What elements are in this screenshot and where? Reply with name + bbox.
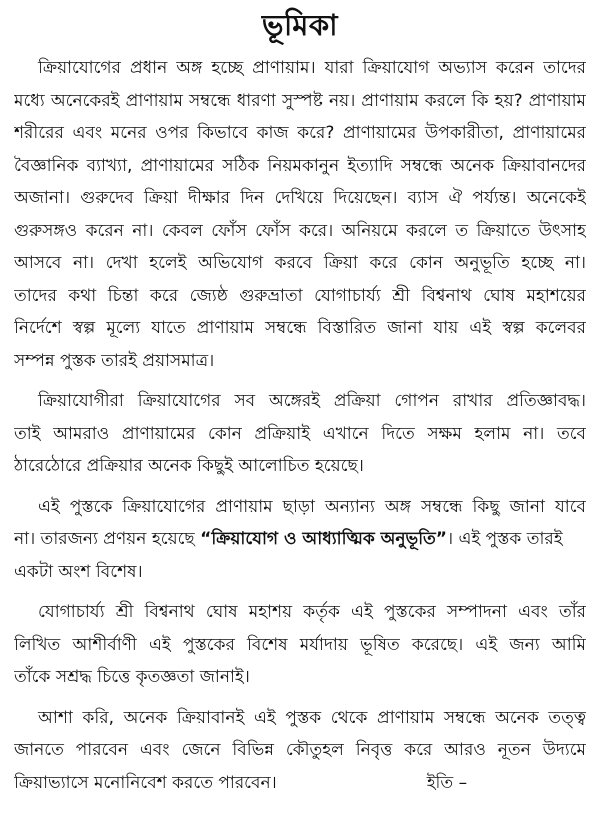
text-line: ক্রিয়াযোগীরা ক্রিয়াযোগের সব অঙ্গেরই প্রক্রিয়া গোপন রাখার প্রতিজ্ঞাবদ্ধ। bbox=[38, 391, 586, 411]
text-line: গুরুসঙ্গও করেন না। কেবল ফোঁস ফোঁস করে। অনিয়মে করলে ত ক্রিয়াতে উৎসাহ bbox=[14, 220, 586, 241]
text-line: লিখিত আশীর্বাণী এই পুস্তকের বিশেষ মর্যাদায় ভূষিত করেছে। এই জন্য আমি bbox=[14, 634, 586, 655]
text-line: আশা করি, অনেক ক্রিয়াবানই এই পুস্তক থেকে প্রাণায়াম সম্বন্ধে অনেক তত্ত্ব bbox=[38, 707, 586, 728]
text-line: মধ্যে অনেকেরই প্রাণায়াম সম্বন্ধে ধারণা সুস্পষ্ট নয়। প্রাণায়াম করলে কি হয়? প্রাণায়াম bbox=[14, 90, 586, 111]
text-line: এই পুস্তকে ক্রিয়াযোগের প্রাণায়াম ছাড়া অন্যান্য অঙ্গ সম্বন্ধে কিছু জানা যাবে bbox=[38, 496, 586, 517]
book-title: “ক্রিয়াযোগ ও আধ্যাত্মিক অনুভূতি” bbox=[200, 529, 447, 549]
text-line: যোগাচার্য্য শ্রী বিশ্বনাথ ঘোষ মহাশয় কর্তৃক এই পুস্তকের সম্পাদনা এবং তাঁর bbox=[38, 602, 586, 622]
text-fragment: না। তারজন্য প্রণয়ন হয়েছে bbox=[14, 529, 201, 549]
page-title: ভূমিকা bbox=[261, 8, 339, 42]
text-line bbox=[14, 767, 586, 800]
text-line: তাঁকে সশ্রদ্ধ চিত্তে কৃতজ্ঞতা জানাই। bbox=[14, 667, 250, 687]
text-line bbox=[14, 523, 586, 556]
paragraph-4 bbox=[14, 596, 586, 694]
text-fragment: । এই পুস্তক তারই bbox=[446, 529, 563, 549]
text-line: সম্পন্ন পুস্তক তারই প্রয়াসমাত্র। bbox=[14, 350, 215, 371]
text-line: ক্রিয়াযোগের প্রধান অঙ্গ হচ্ছে প্রাণায়াম। যারা ক্রিয়াযোগ অভ্যাস করেন তাদের bbox=[38, 58, 586, 78]
paragraph-2 bbox=[14, 385, 586, 483]
signature-iti: ইতি – bbox=[426, 772, 468, 793]
text-line: তাদের কথা চিন্তা করে জ্যেষ্ঠ গুরুভ্রাতা যোগাচার্য্য শ্রী বিশ্বনাথ ঘোষ মহাশয়ের bbox=[14, 285, 586, 306]
text-line: আসবে না। দেখা হলেই অভিযোগ করবে ক্রিয়া করে কোন অনুভূতি হচ্ছে না। bbox=[14, 253, 586, 273]
text-line: তাই আমরাও প্রাণায়ামের কোন প্রক্রিয়াই এখানে দিতে সক্ষম হলাম না। তবে bbox=[14, 423, 586, 444]
text-line: একটা অংশ বিশেষ। bbox=[14, 561, 143, 582]
text-line: নির্দেশে স্বল্প মূল্যে যাতে প্রাণায়াম সম্বন্ধে বিস্তারিত জানা যায় এই স্বল্প কলেবর bbox=[14, 318, 586, 338]
paragraph-1 bbox=[14, 52, 586, 377]
text-line: অজানা। গুরুদেব ক্রিয়া দীক্ষার দিন দেখিয়ে দিয়েছেন। ব্যাস ঐ পর্য্যন্ত। অনেকেই bbox=[14, 188, 586, 208]
text-line: ঠারেঠোরে প্রক্রিয়ার অনেক কিছুই আলোচিত হয়েছে। bbox=[14, 456, 364, 476]
paragraph-5 bbox=[14, 702, 586, 800]
text-fragment: ক্রিয়াভ্যাসে মনোনিবেশ করতে পারবেন। bbox=[14, 772, 277, 793]
text-line: জানতে পারবেন এবং জেনে বিভিন্ন কৌতুহল নিবৃত্ত করে আরও নূতন উদ্যমে bbox=[14, 740, 586, 760]
paragraph-3 bbox=[14, 491, 586, 589]
text-line: শরীরের এবং মনের ওপর কিভাবে কাজ করে? প্রাণায়ামের উপকারীতা, প্রাণায়ামের bbox=[14, 123, 586, 143]
text-line: বৈজ্ঞানিক ব্যাখ্যা, প্রাণায়ামের সঠিক নিয়মকানুন ইত্যাদি সম্বন্ধে অনেক ক্রিয়াবানদের bbox=[14, 155, 586, 176]
